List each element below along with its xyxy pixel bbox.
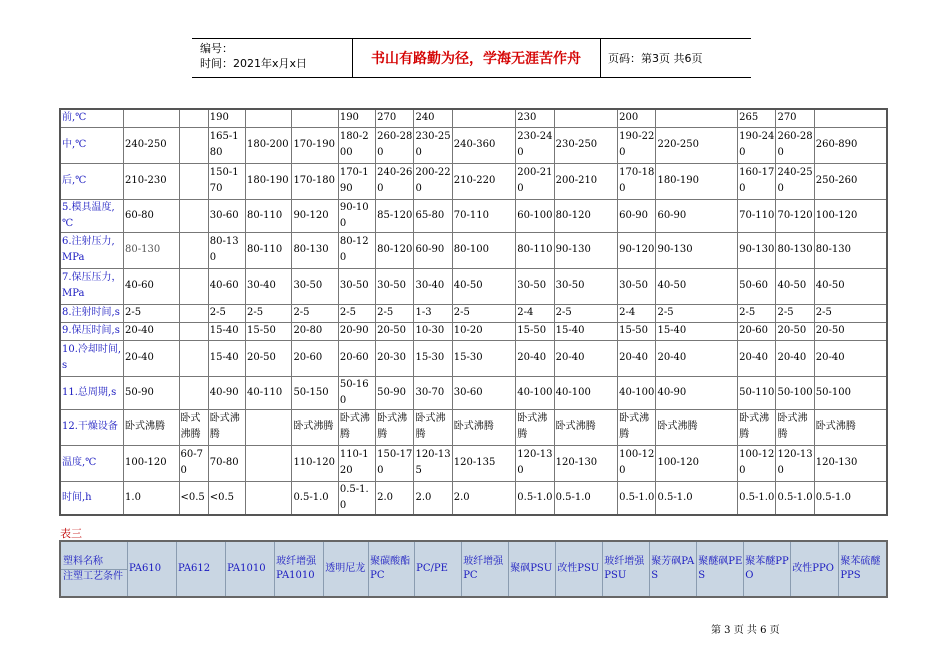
table-cell: 160-170 [738,163,776,199]
table-cell: 卧式沸腾 [208,409,245,445]
table-cell: 0.5-1.0 [618,481,656,515]
table-cell: 卧式沸腾 [618,409,656,445]
table3-corner-cell [60,541,127,597]
table-cell: 2-5 [656,304,738,322]
table-cell: 240 [414,109,452,127]
table-cell: 2.0 [376,481,414,515]
table-cell [179,109,208,127]
table-cell: 30-50 [516,268,554,304]
plastic-name-cell: 改性PSU [556,541,603,597]
table-cell [179,199,208,232]
table-cell: 110-120 [338,445,375,481]
table-cell [814,109,887,127]
table-cell: 80-130 [124,232,179,268]
row-label: 12.干燥设备 [60,409,124,445]
table-cell: 20-30 [376,340,414,376]
table-cell: 150-170 [376,445,414,481]
table-cell: 40-50 [814,268,887,304]
table-cell: 40-90 [656,376,738,409]
table-cell: 220-250 [656,127,738,163]
table-row [60,481,887,515]
table-cell: 180-200 [246,127,292,163]
table-cell: 165-180 [208,127,245,163]
table-cell: 30-70 [414,376,452,409]
table-cell: 100-120 [618,445,656,481]
table-cell: 2-5 [208,304,245,322]
table-cell: 230 [516,109,554,127]
table-cell: 2-5 [554,304,618,322]
table-cell: 2-4 [618,304,656,322]
table-cell: 80-110 [246,232,292,268]
table-cell: 20-40 [124,322,179,340]
table-cell: 260-890 [814,127,887,163]
header-page-info: 页码：第3页 共6页 [608,52,703,65]
row-label: 后,℃ [60,163,124,199]
table-cell: 250-260 [814,163,887,199]
table-cell: 1.0 [124,481,179,515]
table-cell: 50-160 [338,376,375,409]
plastic-name-cell: 聚芳砜PAS [650,541,697,597]
table-cell: 卧式沸腾 [452,409,516,445]
table-cell: 50-100 [776,376,814,409]
table-cell: 240-250 [776,163,814,199]
table-cell: 60-80 [124,199,179,232]
table-cell: 90-100 [338,199,375,232]
table-row [60,268,887,304]
table-cell: 卧式沸腾 [814,409,887,445]
row-label: 前,℃ [60,109,124,127]
table-cell: 10-20 [452,322,516,340]
table-cell: <0.5 [179,481,208,515]
table-cell [292,109,338,127]
table-cell: 80-130 [814,232,887,268]
table-cell: 40-50 [776,268,814,304]
table-cell: 50-150 [292,376,338,409]
table-cell: 0.5-1.0 [338,481,375,515]
table-cell: 70-120 [776,199,814,232]
plastic-name-cell: 聚砜PSU [509,541,556,597]
table-cell: 卧式沸腾 [554,409,618,445]
table-cell [179,304,208,322]
table-row [60,127,887,163]
page-footer: 第 3 页 共 6 页 [711,625,780,636]
table-cell: 20-40 [554,340,618,376]
table-cell: 2-5 [738,304,776,322]
table-cell: 90-120 [618,232,656,268]
table-cell: 40-110 [246,376,292,409]
table-cell: 0.5-1.0 [776,481,814,515]
table-cell: 50-110 [738,376,776,409]
table-cell: 90-130 [738,232,776,268]
table-cell: 20-40 [516,340,554,376]
plastic-name-cell: PA610 [127,541,176,597]
plastic-name-cell: 聚醚砜PES [697,541,744,597]
table-cell: 20-80 [292,322,338,340]
table-cell [179,163,208,199]
table-row [60,409,887,445]
table-cell: 0.5-1.0 [554,481,618,515]
table-cell: 2-4 [516,304,554,322]
table-row [60,322,887,340]
table-cell: 卧式沸腾 [738,409,776,445]
table-cell: 30-50 [338,268,375,304]
table-cell: 卧式沸腾 [516,409,554,445]
table-cell: 15-50 [618,322,656,340]
plastic-name-cell: 玻纤增强PA1010 [275,541,324,597]
plastic-name-cell: PA1010 [226,541,275,597]
table-cell: 120-130 [516,445,554,481]
table-cell: 80-110 [516,232,554,268]
row-label: 5.模具温度,℃ [60,199,124,232]
table-cell: 20-40 [776,340,814,376]
table-cell: 20-90 [338,322,375,340]
table-cell: 100-120 [814,199,887,232]
table-cell: 卧式沸腾 [292,409,338,445]
table-cell: 2-5 [814,304,887,322]
table-cell: 15-30 [414,340,452,376]
table-cell: 60-90 [414,232,452,268]
table-cell: 210-220 [452,163,516,199]
table-row [60,304,887,322]
table-cell: 60-100 [516,199,554,232]
table-cell: 100-120 [738,445,776,481]
table-cell: 40-100 [554,376,618,409]
table-cell: 180-190 [246,163,292,199]
table-cell: 0.5-1.0 [516,481,554,515]
table-cell: 170-190 [338,163,375,199]
table-cell: 0.5-1.0 [814,481,887,515]
table-cell: 120-130 [814,445,887,481]
table-cell [124,109,179,127]
table-cell: 50-100 [814,376,887,409]
table-cell: 2-5 [292,304,338,322]
table-cell: 170-180 [618,163,656,199]
table-cell: 40-100 [618,376,656,409]
row-label: 11.总周期,s [60,376,124,409]
table3-header-row [60,541,887,597]
table-cell: 240-260 [376,163,414,199]
table-cell: 20-60 [292,340,338,376]
table-cell: 20-60 [738,322,776,340]
table-cell: 230-250 [414,127,452,163]
table-cell: 100-120 [124,445,179,481]
table-cell: 20-40 [124,340,179,376]
plastic-name-cell: 透明尼龙 [324,541,369,597]
number-label: 编号： [200,42,233,55]
table-row [60,163,887,199]
header-motto: 书山有路勤为径，学海无涯苦作舟 [371,51,581,67]
table-cell: 110-120 [292,445,338,481]
table-cell: 230-250 [554,127,618,163]
table-cell: 80-130 [292,232,338,268]
table-cell: 50-60 [738,268,776,304]
table-cell: 30-60 [208,199,245,232]
table-cell: 60-70 [179,445,208,481]
table-cell: 120-130 [554,445,618,481]
table-cell: 260-280 [776,127,814,163]
table-cell: 80-130 [208,232,245,268]
table-cell: 240-360 [452,127,516,163]
table-cell: 65-80 [414,199,452,232]
table-cell [246,481,292,515]
table-cell: 卧式沸腾 [179,409,208,445]
table-cell: 30-50 [376,268,414,304]
table-cell: 270 [376,109,414,127]
table-cell: 15-30 [452,340,516,376]
table-cell: 190 [208,109,245,127]
table-cell: 180-190 [656,163,738,199]
table3-title: 表三 [60,527,82,540]
table-cell: 90-130 [656,232,738,268]
table-cell: 2-5 [452,304,516,322]
table-cell: 卧式沸腾 [338,409,375,445]
plastic-name-cell: 改性PPO [791,541,839,597]
table-cell: 15-50 [516,322,554,340]
table-cell: 2-5 [124,304,179,322]
table-cell: 2-5 [338,304,375,322]
table-cell [246,445,292,481]
table-cell: 2-5 [376,304,414,322]
table-cell: 20-50 [814,322,887,340]
table-cell: 265 [738,109,776,127]
table-cell: 卧式沸腾 [776,409,814,445]
table-cell: 200-220 [414,163,452,199]
table-cell: 2.0 [452,481,516,515]
table-cell: 80-120 [338,232,375,268]
row-label: 6.注射压力,MPa [60,232,124,268]
table-cell: 15-40 [554,322,618,340]
table-cell: 190 [338,109,375,127]
table-cell: 20-40 [656,340,738,376]
table-cell: 100-120 [656,445,738,481]
table-cell [554,109,618,127]
table-row [60,340,887,376]
table-cell: 20-50 [776,322,814,340]
table-cell: 260-280 [376,127,414,163]
row-label: 温度,℃ [60,445,124,481]
row-label: 9.保压时间,s [60,322,124,340]
table-cell: 卧式沸腾 [124,409,179,445]
table-cell: 30-50 [618,268,656,304]
table-cell [179,232,208,268]
table-cell: 30-50 [554,268,618,304]
table-cell [179,127,208,163]
table-cell: 60-90 [618,199,656,232]
table-cell: 80-110 [246,199,292,232]
table-cell: 2-5 [776,304,814,322]
table-cell: 20-40 [618,340,656,376]
table-cell [179,322,208,340]
table-cell: 80-100 [452,232,516,268]
table-cell: 15-40 [656,322,738,340]
plastic-name-cell: 玻纤增强PC [462,541,509,597]
page-header [192,38,751,78]
plastic-name-cell: 聚苯醚PPO [744,541,791,597]
table-cell: 40-60 [124,268,179,304]
table-cell: 40-50 [452,268,516,304]
row-label: 10.冷却时间,s [60,340,124,376]
table-cell: 10-30 [414,322,452,340]
table-cell: 90-120 [292,199,338,232]
plastic-name-label: 塑料名称 [61,555,127,570]
table-cell: 30-40 [414,268,452,304]
table-cell [179,376,208,409]
table-cell: 150-170 [208,163,245,199]
plastic-name-cell: PC/PE [415,541,462,597]
table-cell: 120-135 [414,445,452,481]
table-cell: 15-40 [208,322,245,340]
table-cell: 0.5-1.0 [656,481,738,515]
table-cell [246,109,292,127]
table-cell [179,340,208,376]
row-label: 7.保压压力，MPa [60,268,124,304]
table-cell: 200-210 [554,163,618,199]
table-cell: 15-50 [246,322,292,340]
table-cell: 40-90 [208,376,245,409]
table-row [60,376,887,409]
table-cell: 卧式沸腾 [656,409,738,445]
table-row [60,109,887,127]
table-cell [179,268,208,304]
process-condition-label: 注塑工艺条件 [63,570,123,582]
table-cell: 70-110 [452,199,516,232]
table-cell: 60-90 [656,199,738,232]
time-label: 时间：2021年x月x日 [200,57,308,70]
table-cell: 80-120 [376,232,414,268]
table-cell: 1-3 [414,304,452,322]
table-cell: 85-120 [376,199,414,232]
table-cell: 20-50 [246,340,292,376]
table-cell: 50-90 [376,376,414,409]
table-cell: 40-60 [208,268,245,304]
table-cell: 80-130 [776,232,814,268]
table-cell: 40-100 [516,376,554,409]
table-cell: 20-40 [814,340,887,376]
table-cell: 0.5-1.0 [292,481,338,515]
table-cell: 20-60 [338,340,375,376]
table-cell: 40-50 [656,268,738,304]
header-meta [200,41,350,71]
table-row [60,232,887,268]
table-cell [246,409,292,445]
header-divider [600,39,601,77]
table-cell: 200-210 [516,163,554,199]
table-cell: 70-110 [738,199,776,232]
plastic-name-cell: 聚碳酸酯PC [369,541,415,597]
plastic-name-cell: 聚苯硫醚PPS [839,541,887,597]
plastic-name-cell: PA612 [177,541,226,597]
table-cell: 15-40 [208,340,245,376]
table-cell: 卧式沸腾 [376,409,414,445]
row-label: 时间,h [60,481,124,515]
table-cell: 180-200 [338,127,375,163]
process-conditions-table [59,108,888,516]
table-cell: 90-130 [554,232,618,268]
table-cell: 30-50 [292,268,338,304]
table-cell: 卧式沸腾 [414,409,452,445]
table-cell: 30-60 [452,376,516,409]
row-label: 中,℃ [60,127,124,163]
table-cell: 20-40 [738,340,776,376]
table-cell: 2.0 [414,481,452,515]
table-cell: 2-5 [246,304,292,322]
table-cell: 50-90 [124,376,179,409]
table-cell: 210-230 [124,163,179,199]
table-cell: 120-135 [452,445,516,481]
table-row [60,445,887,481]
table-cell: <0.5 [208,481,245,515]
table-cell: 120-130 [776,445,814,481]
table-cell: 170-190 [292,127,338,163]
plastic-name-cell: 玻纤增强PSU [603,541,650,597]
table-cell: 20-50 [376,322,414,340]
table-cell: 170-180 [292,163,338,199]
table-cell [452,109,516,127]
table-cell: 70-80 [208,445,245,481]
table-cell [656,109,738,127]
table-cell: 80-120 [554,199,618,232]
table-cell: 270 [776,109,814,127]
plastics-table [59,540,888,598]
table-cell: 190-220 [618,127,656,163]
table-cell: 0.5-1.0 [738,481,776,515]
table-row [60,199,887,232]
table-cell: 200 [618,109,656,127]
table-cell: 30-40 [246,268,292,304]
table-cell: 240-250 [124,127,179,163]
table-cell: 230-240 [516,127,554,163]
row-label: 8.注射时间,s [60,304,124,322]
table-cell: 190-240 [738,127,776,163]
